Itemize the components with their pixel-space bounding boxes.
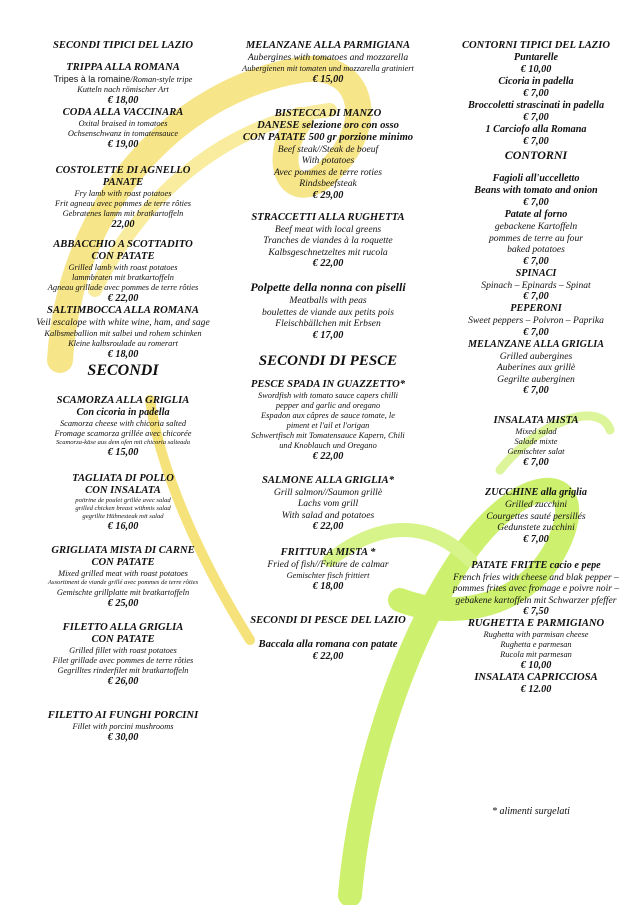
- menu-heading: STRACCETTI ALLA RUGHETTA: [251, 211, 405, 223]
- menu-heading: CON PATATE: [91, 251, 155, 262]
- menu-description: Schwertfisch mit Tomatensauce Kapern, Chili: [251, 430, 405, 440]
- menu-description: Auberines aux grillè: [496, 362, 576, 373]
- menu-description: Broccoletti strascinati in padella: [467, 100, 605, 111]
- menu-description: gebakene kartoffeln mit Schwarzer pfeffer: [455, 594, 617, 606]
- menu-description: Scamorza-käse aus dem ofen mit chicoria salteada: [55, 438, 191, 446]
- menu-description: und Knoblauch und Oregano: [279, 440, 377, 450]
- menu-description: Beans with tomato and onion: [474, 185, 598, 196]
- menu-heading: INSALATA MISTA: [493, 415, 579, 426]
- menu-description: Frit agneau avec pommes de terre rôties: [55, 199, 191, 208]
- menu-heading: SECONDI TIPICI DEL LAZIO: [53, 40, 193, 51]
- menu-heading: BISTECCA DI MANZO: [274, 107, 382, 119]
- menu-item: [28, 107, 218, 151]
- menu-description: Agneau grillade avec pommes de terre rôties: [47, 283, 199, 292]
- menu-description: Espadon aux câpres de sauce tomate, le: [261, 410, 395, 420]
- menu-item: [228, 639, 428, 663]
- menu-price: € 22,00: [312, 650, 344, 662]
- menu-price: € 22,00: [312, 450, 344, 462]
- menu-description: Grilled aubergines: [499, 350, 573, 362]
- menu-price: € 7,00: [523, 385, 549, 396]
- menu-price: € 7,00: [523, 136, 549, 147]
- menu-description: Rucola mit parmesan: [500, 650, 572, 659]
- menu-item: [228, 280, 428, 342]
- menu-heading: SALMONE ALLA GRIGLIA*: [261, 474, 395, 486]
- menu-description: Tranches de viandes à la roquette: [263, 235, 393, 246]
- menu-item: [228, 615, 428, 627]
- menu-heading: DANESE selezione oro con osso: [257, 119, 399, 131]
- menu-description: Ochsenschwanz in tomatensauce: [67, 129, 179, 138]
- menu-description: Kleine kalbsroulade au romerart: [68, 338, 178, 348]
- menu-heading: CON PATATE: [91, 633, 155, 645]
- menu-column-right: [444, 40, 628, 696]
- menu-price: € 26,00: [107, 675, 139, 687]
- menu-description: gebackene Kartoffeln: [494, 221, 578, 232]
- menu-price: € 29,00: [312, 189, 344, 201]
- menu-description: Veil escalope with white wine, ham, and sage: [36, 317, 210, 328]
- menu-description: Gegrilte auberginen: [497, 373, 575, 385]
- menu-description: piment et l'ail et l'origan: [286, 420, 370, 430]
- menu-heading: SECONDI DI PESCE: [258, 352, 398, 369]
- menu-item: [28, 40, 218, 52]
- menu-heading: SECONDI: [87, 361, 159, 379]
- menu-description: pepper and garlic and oregano: [275, 400, 381, 410]
- menu-item: [28, 305, 218, 361]
- menu-description: Kalbsgeschnetzeltes mit rucola: [268, 246, 388, 258]
- menu-item: [28, 62, 218, 107]
- menu-description: Fromage scamorza grillée avec chicorée: [54, 428, 192, 438]
- menu-heading: SALTIMBOCCA ALLA ROMANA: [47, 305, 199, 316]
- menu-description: Spinach – Epinards – Spinat: [481, 279, 591, 291]
- menu-price: € 22,00: [312, 521, 344, 532]
- menu-heading: FRITTURA MISTA *: [280, 547, 376, 558]
- menu-price: € 7,00: [523, 197, 549, 208]
- menu-description: Sweet peppers – Poivron – Paprika: [468, 315, 604, 326]
- menu-description: With salad and potatoes: [281, 509, 375, 521]
- menu-line-part: Tripes à la romaine: [53, 74, 131, 84]
- menu-description: boulettes de viande aux petits pois: [262, 306, 394, 318]
- menu-description: Fillet with porcini mushrooms: [72, 721, 174, 731]
- menu-price: € 7,00: [523, 255, 549, 267]
- menu-description: Mixed salad: [515, 427, 557, 436]
- menu-price: € 7,00: [523, 291, 549, 302]
- menu-heading: CONTORNI TIPICI DEL LAZIO: [461, 40, 611, 51]
- menu-item: [228, 475, 428, 534]
- menu-heading: ABBACCHIO A SCOTTADITO: [53, 239, 193, 250]
- menu-item: [444, 415, 628, 469]
- menu-price: € 22,00: [107, 293, 139, 304]
- menu-column-left: [28, 40, 218, 744]
- menu-heading: CONTORNI: [504, 148, 568, 162]
- menu-description: Fry lamb with roast potatoes: [74, 189, 172, 198]
- menu-description: Patate al forno: [504, 209, 568, 220]
- menu-price: € 22,00: [312, 258, 344, 269]
- menu-description: Gemischter salat: [507, 447, 565, 456]
- menu-description: Rindsbeefsteak: [299, 178, 357, 189]
- menu-description: poitrine de poulet grillée avec salad: [75, 496, 171, 504]
- menu-description: Lachs vom grill: [297, 498, 359, 509]
- menu-description: Beef steak//Steak de boeuf: [277, 143, 379, 155]
- menu-heading: CON INSALATA: [85, 484, 161, 496]
- menu-description: Scamorza cheese with chicoria salted: [59, 418, 187, 428]
- menu-description: gegrillte Hühnesteak mit salad: [82, 513, 164, 521]
- menu-heading: CODA ALLA VACCINARA: [62, 107, 184, 118]
- menu-heading: CON PATATE 500 gr porzione minimo: [242, 131, 414, 143]
- menu-description: Grilled fillet with roast potatoes: [69, 645, 177, 655]
- menu-price: € 15,00: [107, 446, 139, 458]
- menu-item: [28, 361, 218, 381]
- menu-price: € 7,50: [523, 606, 549, 617]
- menu-item: [28, 395, 218, 459]
- menu-description: grilled chicken breast withmis salad: [75, 504, 171, 512]
- menu-heading: GRIGLIATA MISTA DI CARNE: [51, 545, 195, 557]
- menu-description: Grilled lamb with roast potatoes: [68, 263, 178, 272]
- menu-description: 1 Carciofo alla Romana: [485, 124, 587, 135]
- menu-description: Fagioli all'uccelletto: [492, 173, 580, 184]
- menu-heading: TAGLIATA DI POLLO: [72, 472, 174, 484]
- menu-item: [444, 40, 628, 163]
- menu-description: Rughetta with parmisan cheese: [483, 630, 589, 639]
- menu-description: Gegrilltes rinderfilet mit bratkartoffeln: [57, 665, 189, 675]
- menu-description: Avec pommes de terre roties: [274, 166, 382, 178]
- menu-description: baked potatoes: [507, 244, 565, 255]
- menu-description: Cicoria in padella: [498, 76, 574, 87]
- menu-price: € 7,00: [523, 457, 549, 468]
- menu-item: [228, 212, 428, 271]
- menu-item: [444, 173, 628, 397]
- menu-description: Gebratenes lamm mit bratkartoffeln: [62, 209, 184, 218]
- menu-description: pommes de terre au four: [489, 232, 583, 244]
- menu-price: € 15,00: [312, 73, 344, 85]
- menu-price: € 30,00: [107, 731, 139, 743]
- menu-heading: INSALATA CAPRICCIOSA: [474, 672, 598, 683]
- menu-item: [28, 622, 218, 688]
- menu-price: € 18,00: [107, 95, 139, 106]
- menu-heading: FILETTO AI FUNGHI PORCINI: [47, 709, 199, 721]
- menu-heading: MELANZANE ALLA PARMIGIANA: [245, 40, 411, 51]
- menu-description: Gemischter fisch frittiert: [286, 570, 370, 580]
- menu-heading: COSTOLETTE DI AGNELLO: [55, 165, 191, 176]
- menu-item: [228, 108, 428, 202]
- menu-description: Salade mixte: [514, 437, 558, 446]
- menu-description: Oxital braised in tomatoes: [78, 119, 168, 128]
- menu-description: Filet grillade avec pommes de terre rôties: [52, 655, 194, 665]
- menu-description: Fleischbällchen mit Erbsen: [275, 318, 381, 329]
- menu-line: [28, 74, 218, 85]
- menu-description: pommes frites avec fromage e poivre noir –: [452, 583, 620, 594]
- menu-price: 22,00: [111, 219, 135, 230]
- menu-description: Puntarelle: [513, 52, 559, 63]
- menu-description: Kalbsmeballion mit salbei und rohem schinken: [44, 328, 202, 338]
- menu-heading: PANATE: [102, 177, 144, 188]
- menu-description: Con cicoria in padella: [76, 406, 170, 418]
- menu-price: € 18,00: [312, 580, 344, 592]
- menu-description: Gemischte grillplatte mit bratkartoffeln: [56, 587, 190, 597]
- menu-description: Beef meat with local greens: [274, 223, 382, 235]
- menu-price: € 25,00: [107, 597, 139, 609]
- menu-item: [228, 40, 428, 86]
- menu-heading: Baccala alla romana con patate: [258, 638, 398, 650]
- menu-description: SPINACI: [515, 267, 557, 279]
- menu-heading: CON PATATE: [91, 557, 155, 569]
- menu-item: [228, 379, 428, 463]
- menu-description: Meatballs with peas: [289, 295, 367, 306]
- menu-description: French fries with cheese and blak pepper –: [453, 571, 619, 583]
- menu-price: € 7,00: [523, 88, 549, 99]
- menu-price: € 19,00: [107, 139, 139, 150]
- menu-item: [228, 352, 428, 371]
- menu-item: [28, 473, 218, 534]
- menu-price: € 12.00: [520, 684, 552, 695]
- menu-description: MELANZANE ALLA GRIGLIA: [467, 338, 605, 350]
- menu-description: Gedunstete zucchini: [497, 522, 575, 533]
- menu-price: € 10,00: [520, 64, 552, 75]
- menu-description: Courgettes sauté persillés: [486, 510, 586, 522]
- menu-price: € 7,00: [523, 112, 549, 123]
- menu-description: Grill salmon//Saumon grillè: [273, 486, 383, 498]
- menu-description: Assortiment de viande grillé avec pommes de terre rôties: [47, 579, 199, 587]
- menu-price: € 17,00: [312, 329, 344, 341]
- menu-description: Aubergienen mit tomaten und mozzarella gratiniert: [242, 63, 414, 73]
- menu-item: [28, 545, 218, 609]
- menu-heading: TRIPPA ALLA ROMANA: [66, 62, 180, 73]
- menu-description: lammbraten mit bratkartoffeln: [72, 273, 174, 282]
- menu-price: € 10,00: [520, 660, 552, 671]
- menu-heading: SECONDI DI PESCE DEL LAZIO: [250, 614, 406, 626]
- menu-description: PATATE FRITTE cacio e pepe: [471, 559, 601, 571]
- menu-item: [28, 239, 218, 305]
- menu-description: Aubergines with tomatoes and mozzarella: [247, 52, 409, 63]
- menu-description: Swordfish with tomato sauce capers chilli: [258, 390, 398, 400]
- menu-item: [444, 487, 628, 546]
- menu-description: Kutteln nach römischer Art: [77, 85, 169, 94]
- menu-heading: RUGHETTA E PARMIGIANO: [467, 618, 605, 629]
- menu-price: € 7,00: [523, 533, 549, 545]
- menu-description: PEPERONI: [510, 303, 562, 314]
- menu-column-center: [228, 40, 428, 663]
- menu-item: [444, 560, 628, 697]
- menu-heading: Polpette della nonna con piselli: [250, 280, 406, 294]
- menu-heading: PESCE SPADA IN GUAZZETTO*: [250, 378, 406, 390]
- menu-description: Mixed grilled meat with roast potatoes: [58, 569, 188, 579]
- menu-description: Fried of fish//Friture de calmar: [267, 559, 389, 570]
- menu-item: [28, 165, 218, 231]
- menu-price: € 18,00: [107, 348, 139, 360]
- menu-item: [28, 710, 218, 744]
- menu-heading: FILETTO ALLA GRIGLIA: [62, 621, 184, 633]
- menu-heading: SCAMORZA ALLA GRIGLIA: [56, 394, 190, 406]
- menu-price: € 7,00: [523, 326, 549, 338]
- menu-description: Grilled zucchini: [504, 499, 568, 510]
- menu-description: ZUCCHINE alla griglia: [485, 487, 587, 498]
- frozen-food-footnote: * alimenti surgelati: [492, 806, 570, 817]
- menu-line-part: /Roman-style tripe: [130, 75, 193, 84]
- menu-description: Rughetta e parmesan: [500, 640, 572, 649]
- menu-item: [228, 547, 428, 593]
- menu-price: € 16,00: [107, 521, 139, 533]
- menu-description: With potatoes: [301, 155, 355, 166]
